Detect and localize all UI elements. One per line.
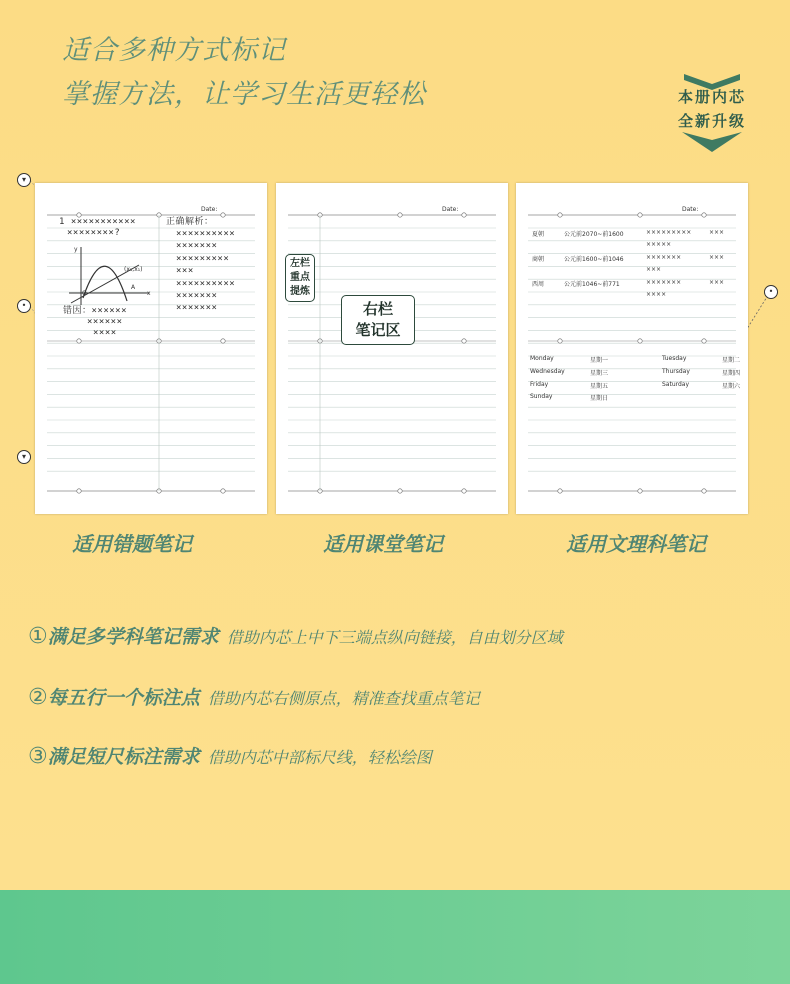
right-marker-icon: •: [764, 285, 778, 299]
history-cell-period: 公元前2070~前1600: [564, 231, 624, 238]
feature-desc: 借助内芯右侧原点，精准查找重点笔记: [207, 689, 480, 708]
feature-title: 每五行一个标注点: [47, 687, 200, 709]
history-cell-sub: ×××: [646, 266, 662, 273]
bottom-band: [0, 890, 790, 984]
page-ruling: [276, 183, 508, 514]
weekday-en: Thursday: [662, 367, 690, 375]
error-line-2: ××××: [93, 328, 117, 338]
caption-science-notes: 适用文理科笔记: [566, 532, 706, 556]
weekday-cn: 星期五: [590, 382, 609, 390]
weekday-en: Wednesday: [530, 367, 565, 375]
feature-number: ②: [28, 685, 48, 710]
history-cell-sub: ×××××: [646, 241, 672, 248]
history-cell-extra: ×××: [709, 279, 725, 286]
analysis-line: ×××××××: [176, 303, 218, 314]
bottom-marker-icon: ▾: [17, 450, 31, 464]
error-title: 错因：××××××: [63, 306, 128, 316]
callout-line: 右栏: [362, 300, 393, 318]
question-text-2: ××××××××?: [67, 228, 121, 238]
callout-line: 左栏: [290, 258, 310, 269]
feature-desc: 借助内芯中部标尺线，轻松绘图: [207, 748, 432, 767]
graph-y-label: y: [74, 246, 78, 253]
weekday-en: Sunday: [530, 393, 553, 401]
history-cell-term: 商朝: [532, 256, 545, 263]
analysis-title: 正确解析：: [166, 217, 214, 227]
caption-class-notes: 适用课堂笔记: [323, 532, 443, 556]
graph-point-label: (x₁,x₁): [124, 266, 143, 273]
history-cell-note: ×××××××××: [646, 229, 692, 236]
weekday-cn: 星期二: [722, 357, 741, 364]
graph-x-label: x: [147, 290, 151, 297]
weekday-cn: 星期一: [590, 357, 609, 364]
caption-error-notes: 适用错题笔记: [72, 532, 192, 556]
upgrade-badge: [670, 70, 754, 154]
weekday-en: Friday: [530, 380, 549, 388]
feature-title: 满足多学科笔记需求: [47, 626, 219, 648]
feature-2: [28, 683, 480, 710]
right-column-callout: [341, 295, 415, 345]
notebook-page-error: [35, 183, 267, 514]
history-cell-sub: ××××: [646, 291, 667, 298]
weekday-cn: 星期六: [722, 382, 741, 390]
weekday-en: Monday: [530, 355, 554, 362]
analysis-line: ×××: [176, 266, 194, 277]
history-cell-extra: ×××: [709, 254, 725, 261]
feature-1: [28, 622, 563, 649]
history-cell-note: ×××××××: [646, 254, 682, 261]
history-cell-period: 公元前1600~前1046: [564, 256, 624, 263]
notebook-page-science: [516, 183, 748, 514]
date-label: Date:: [442, 206, 459, 213]
analysis-line: ××××××××××: [176, 229, 236, 239]
weekday-en: Tuesday: [662, 355, 687, 362]
weekday-cn: 星期日: [590, 395, 609, 403]
graph-origin-label: O: [82, 290, 87, 297]
callout-line: 提炼: [290, 286, 310, 297]
feature-number: ①: [28, 624, 48, 649]
feature-3: [28, 742, 432, 769]
weekday-en: Saturday: [662, 380, 690, 388]
graph-figure: [65, 243, 165, 313]
analysis-line: ×××××××: [176, 291, 218, 301]
history-cell-term: 西周: [532, 281, 545, 288]
error-line-1: ××××××: [87, 317, 123, 327]
history-cell-period: 公元前1046~前771: [564, 281, 620, 288]
feature-title: 满足短尺标注需求: [47, 746, 200, 768]
feature-desc: 借助内芯上中下三端点纵向链接，自由划分区域: [226, 628, 563, 647]
top-marker-icon: ▾: [17, 173, 31, 187]
badge-line-1: 本册内芯: [677, 88, 746, 106]
date-label: Date:: [682, 206, 699, 213]
date-label: Date:: [201, 206, 218, 213]
feature-number: ③: [28, 744, 48, 769]
question-text: 1 ×××××××××××: [59, 217, 136, 227]
badge-line-2: 全新升级: [677, 112, 746, 130]
left-column-callout: [285, 254, 315, 302]
analysis-line: ××××××××××: [176, 278, 236, 289]
analysis-line: ×××××××××: [176, 253, 230, 264]
weekday-cn: 星期四: [722, 369, 741, 377]
callout-line: 笔记区: [355, 321, 401, 339]
analysis-line: ×××××××: [176, 241, 218, 252]
history-cell-extra: ×××: [709, 229, 725, 236]
headline-line-1: 适合多种方式标记: [62, 35, 286, 66]
history-cell-note: ×××××××: [646, 279, 682, 286]
history-cell-term: 夏朝: [532, 231, 545, 238]
weekday-cn: 星期三: [590, 369, 609, 377]
middle-marker-icon: •: [17, 299, 31, 313]
headline-line-2: 掌握方法，让学习生活更轻松: [62, 79, 426, 110]
callout-line: 重点: [290, 272, 310, 283]
graph-a-label: A: [131, 284, 136, 291]
notebook-page-class: [276, 183, 508, 514]
